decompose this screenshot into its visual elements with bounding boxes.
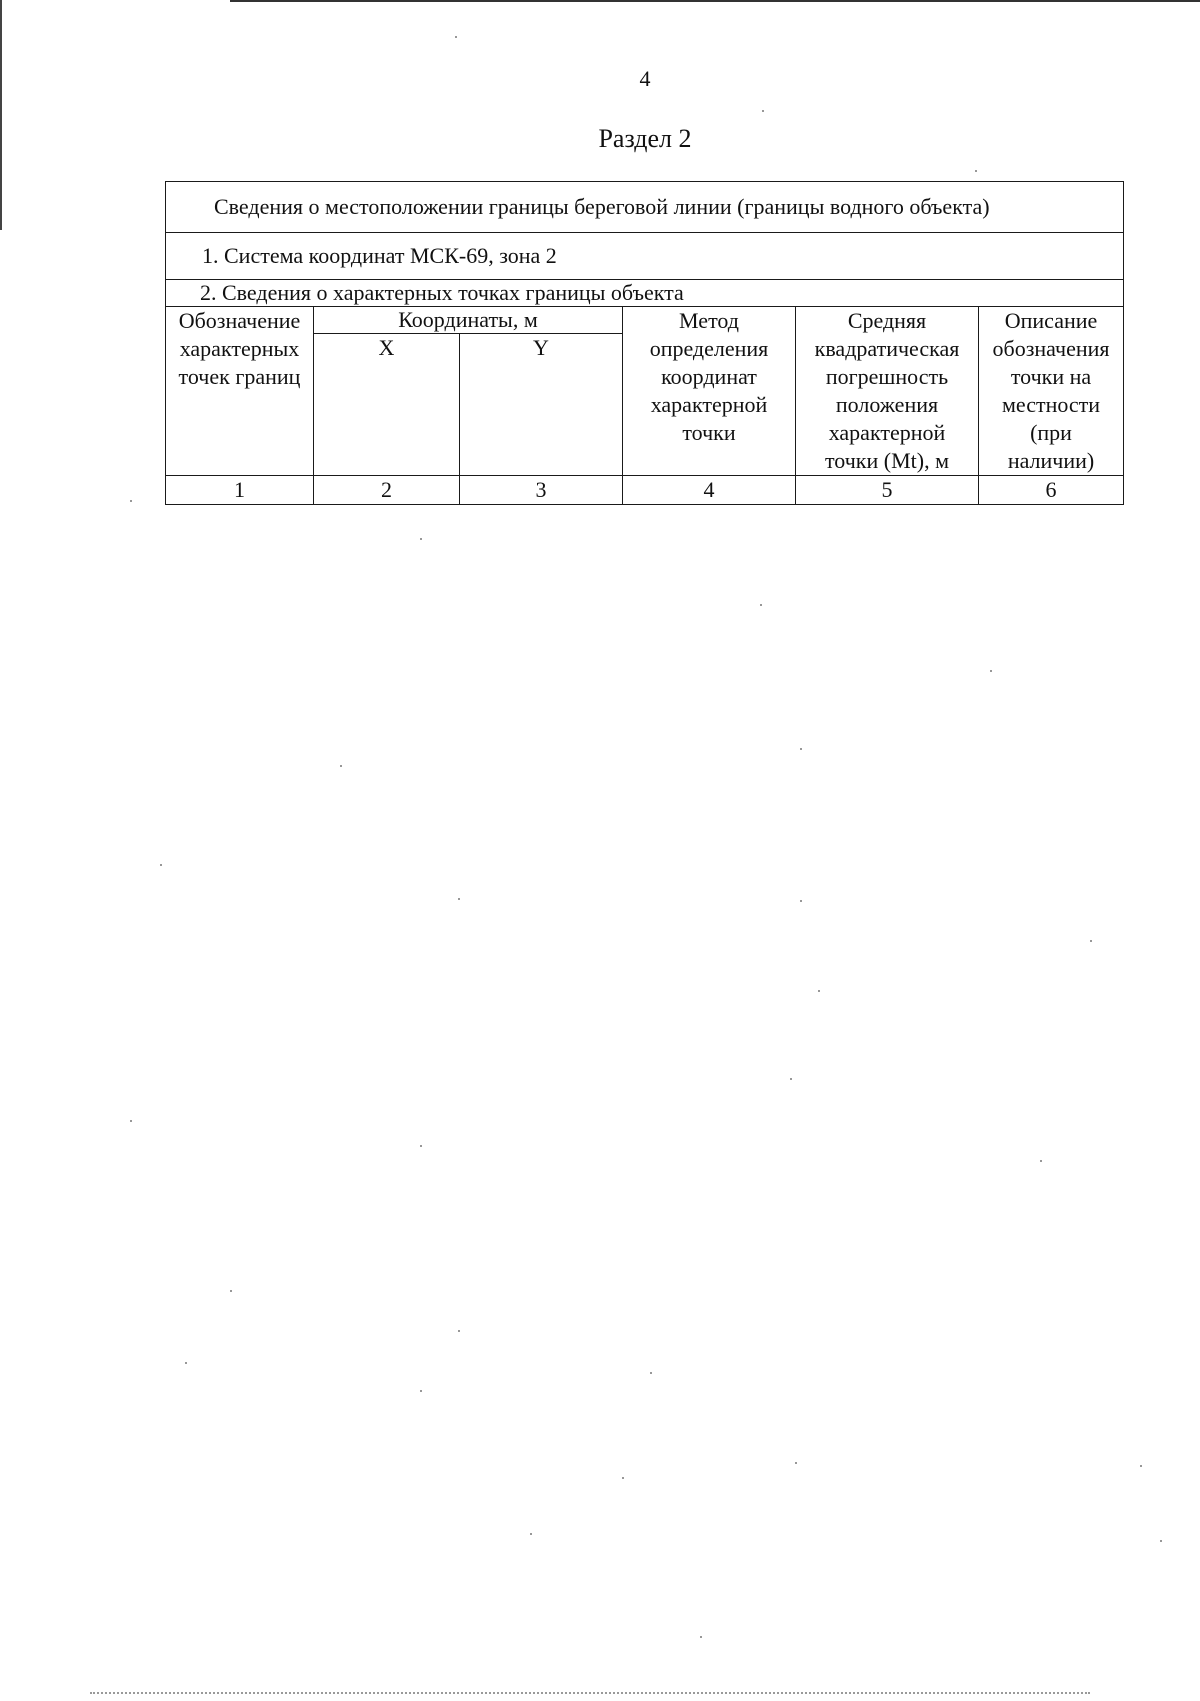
column-coordinates bbox=[314, 307, 623, 334]
scan-speck bbox=[230, 1290, 232, 1292]
coordinate-system-row bbox=[166, 233, 1124, 280]
scan-edge-bottom bbox=[90, 1692, 1090, 1694]
points-title-text: 2. Сведения о характерных точках границы объекта bbox=[200, 280, 684, 305]
page-number: 4 bbox=[639, 66, 651, 91]
scan-speck bbox=[790, 1078, 792, 1080]
column-error-label: Средняя квадратическая погрешность положения характерной точки (Mt), м bbox=[814, 308, 960, 473]
scan-speck bbox=[130, 500, 132, 502]
scan-speck bbox=[1090, 940, 1092, 942]
scan-speck bbox=[800, 748, 802, 750]
coordinate-system-text: 1. Система координат МСК-69, зона 2 bbox=[202, 243, 557, 268]
column-x-label: X bbox=[378, 335, 395, 361]
scan-speck bbox=[762, 110, 764, 112]
column-designation-label: Обозначение характерных точек границ bbox=[178, 308, 301, 389]
scan-speck bbox=[1040, 1160, 1042, 1162]
column-method bbox=[623, 307, 796, 476]
column-y-label: Y bbox=[533, 335, 549, 361]
scan-speck bbox=[800, 900, 802, 902]
scan-edge-left bbox=[0, 0, 2, 230]
scan-speck bbox=[1160, 1540, 1162, 1542]
column-x bbox=[314, 334, 460, 476]
column-coordinates-label: Координаты, м bbox=[398, 307, 538, 332]
scan-speck bbox=[340, 765, 342, 767]
scan-speck bbox=[700, 1636, 702, 1638]
scan-speck bbox=[420, 538, 422, 540]
scan-speck bbox=[160, 864, 162, 866]
column-designation bbox=[166, 307, 314, 476]
column-number-1: 1 bbox=[166, 476, 314, 505]
column-description bbox=[979, 307, 1124, 476]
scan-speck bbox=[420, 1390, 422, 1392]
column-header-row bbox=[166, 307, 1124, 334]
scan-speck bbox=[990, 670, 992, 672]
scan-speck bbox=[455, 36, 457, 38]
coordinate-system-cell bbox=[166, 233, 1124, 280]
scan-speck bbox=[185, 1362, 187, 1364]
column-error bbox=[796, 307, 979, 476]
table-header-row bbox=[166, 182, 1124, 233]
column-number-2: 2 bbox=[314, 476, 460, 505]
scan-speck bbox=[420, 1145, 422, 1147]
column-number-6: 6 bbox=[979, 476, 1124, 505]
scan-speck bbox=[1140, 1465, 1142, 1467]
column-y bbox=[460, 334, 623, 476]
scan-speck bbox=[530, 1533, 532, 1535]
table-header-text: Сведения о местоположении границы береговой линии (границы водного объекта) bbox=[214, 194, 990, 219]
column-description-label: Описание обозначения точки на местности (при наличии) bbox=[992, 308, 1110, 473]
scan-speck bbox=[130, 1120, 132, 1122]
column-numbers-row bbox=[166, 476, 1124, 505]
column-number-4: 4 bbox=[623, 476, 796, 505]
points-title-cell bbox=[166, 280, 1124, 307]
scan-speck bbox=[458, 898, 460, 900]
scan-speck bbox=[458, 1330, 460, 1332]
points-title-row bbox=[166, 280, 1124, 307]
scan-speck bbox=[650, 1372, 652, 1374]
scan-speck bbox=[760, 604, 762, 606]
column-number-3: 3 bbox=[460, 476, 623, 505]
table-header-cell bbox=[166, 182, 1124, 233]
scan-edge-top bbox=[230, 0, 1200, 2]
column-method-label: Метод определения координат характерной точки bbox=[649, 308, 769, 445]
scan-speck bbox=[818, 990, 820, 992]
boundary-table bbox=[165, 181, 1124, 505]
scan-speck bbox=[795, 1462, 797, 1464]
scan-speck bbox=[975, 170, 977, 172]
column-number-5: 5 bbox=[796, 476, 979, 505]
scan-speck bbox=[622, 1477, 624, 1479]
section-title: Раздел 2 bbox=[598, 124, 692, 153]
